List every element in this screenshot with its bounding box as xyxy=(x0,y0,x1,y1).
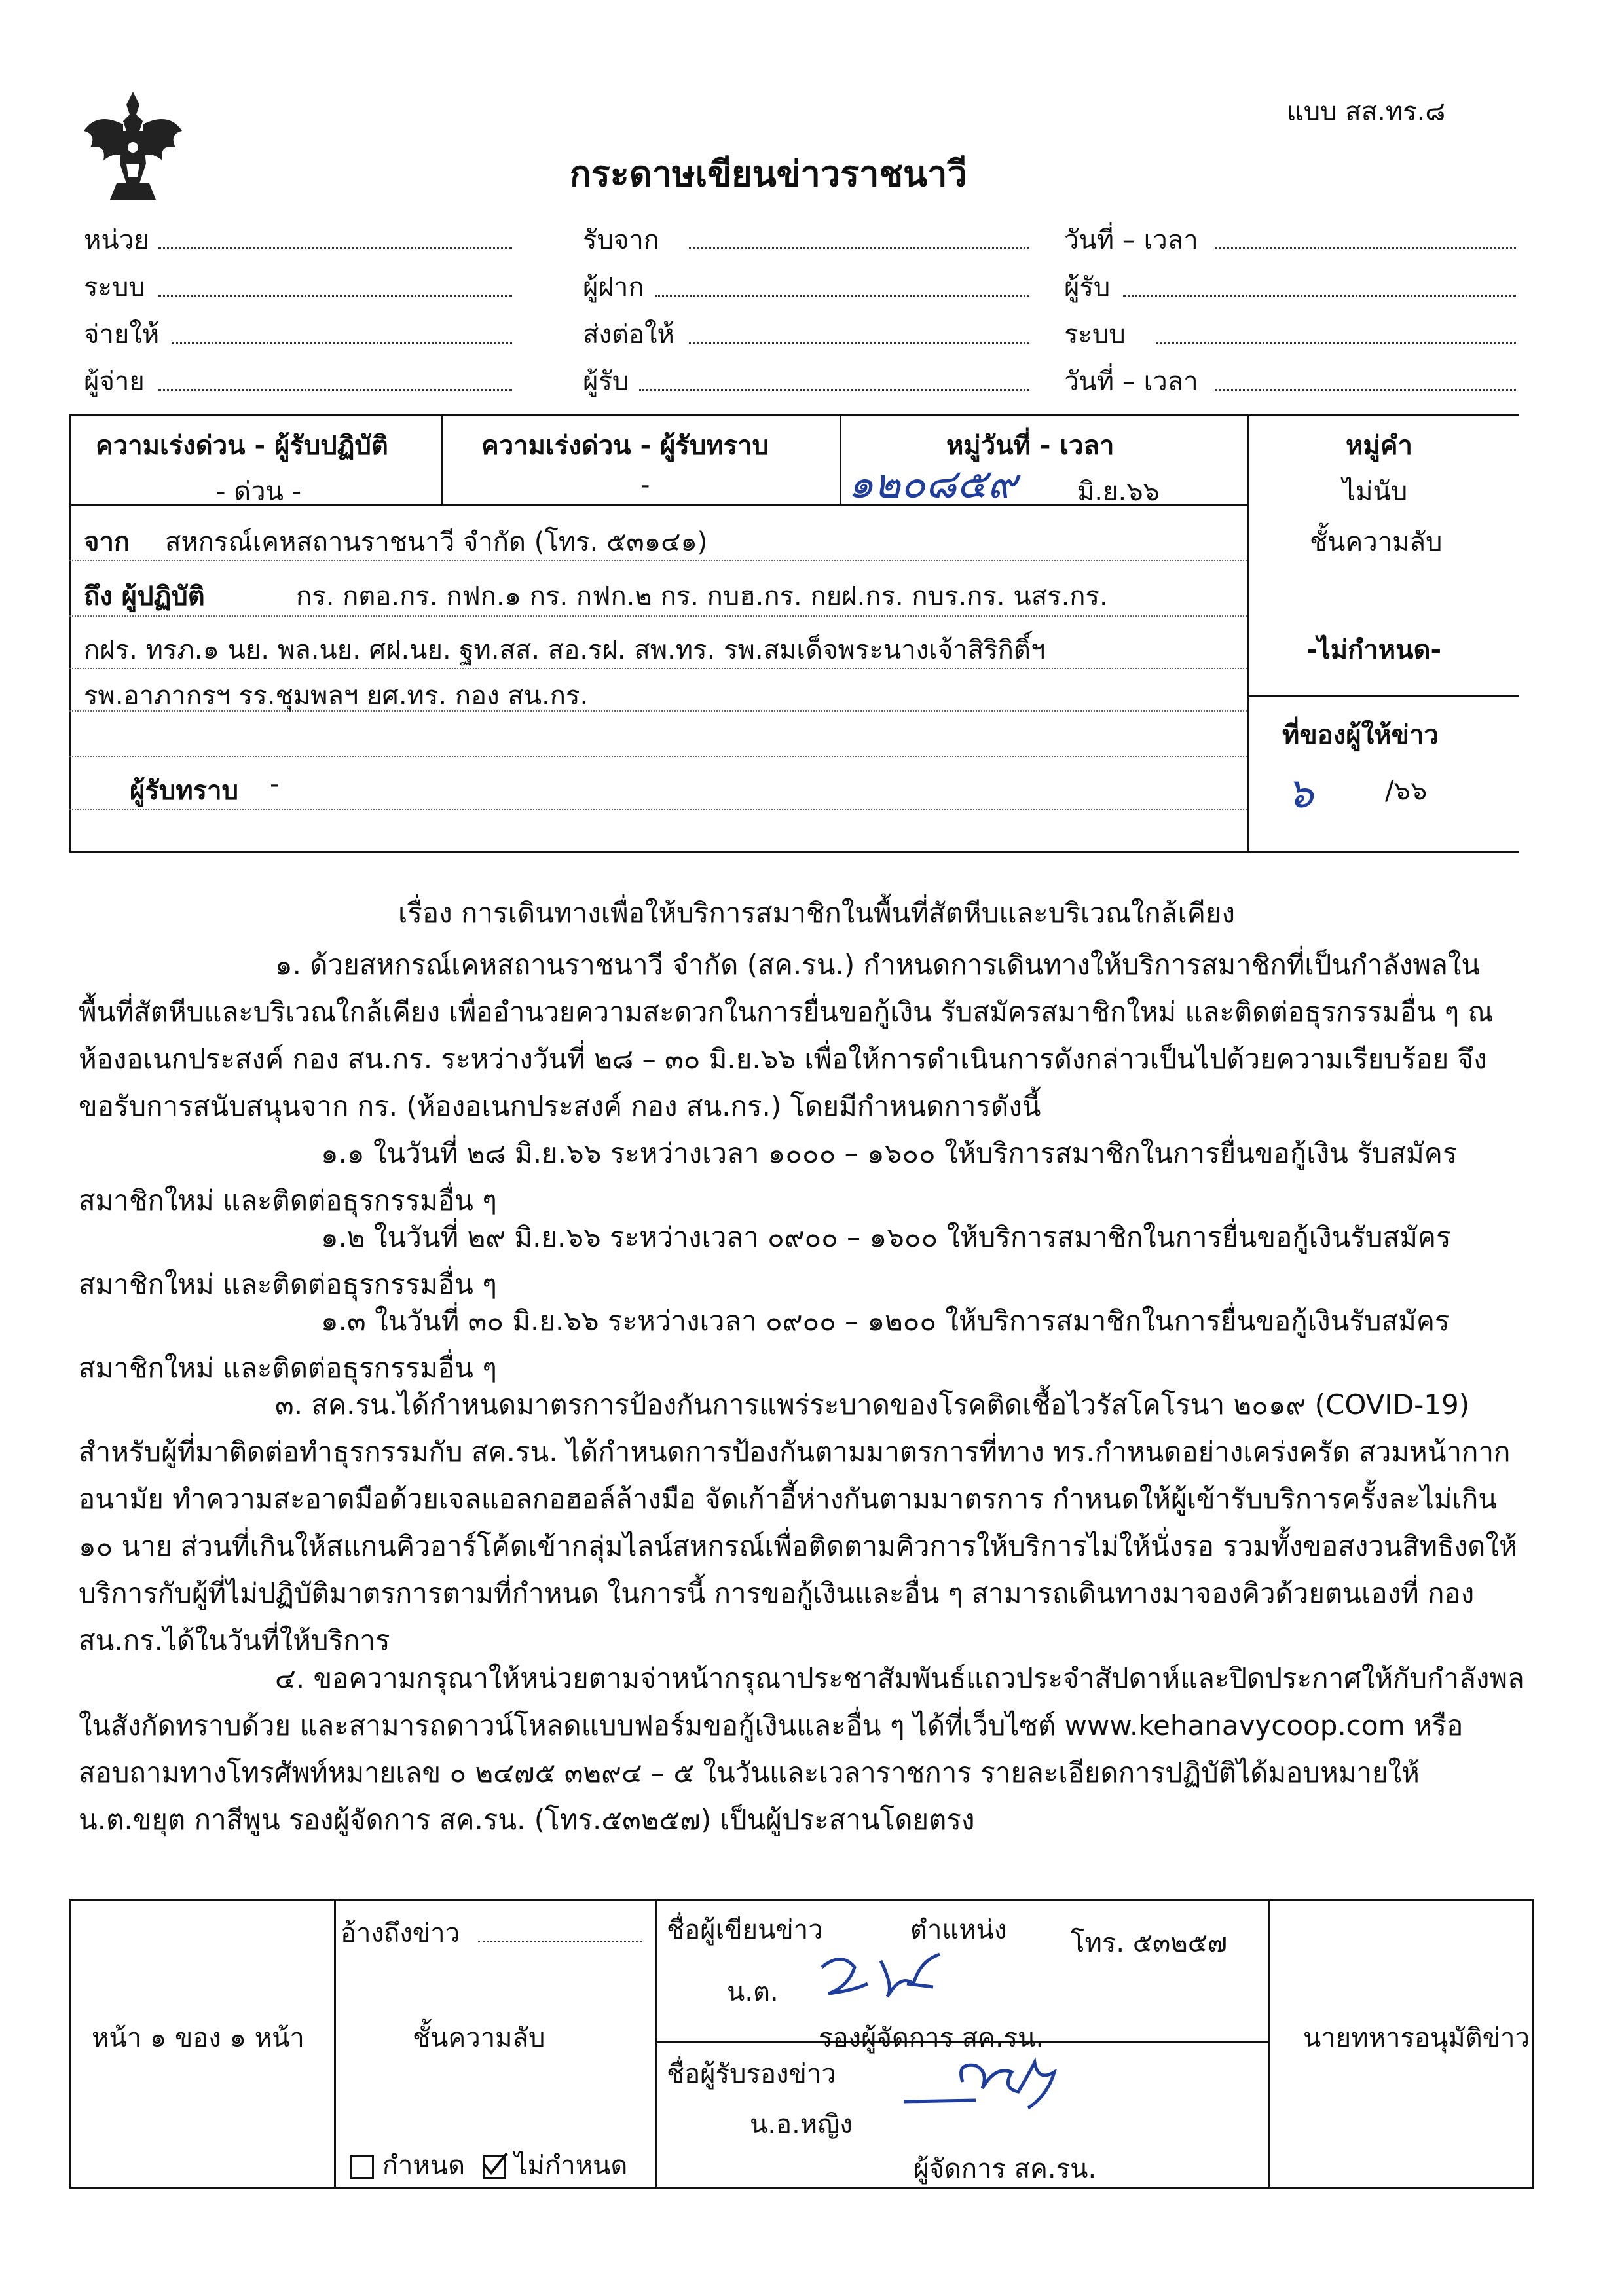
field-label: ส่งต่อให้ xyxy=(583,319,674,350)
field-label: จ่ายให้ xyxy=(84,319,160,350)
field-label: หน่วย xyxy=(84,225,149,255)
field-label: ระบบ xyxy=(84,272,145,302)
blank-line xyxy=(158,247,512,249)
page-info: หน้า ๑ ของ ๑ หน้า xyxy=(92,2023,304,2053)
group-value: ไม่นับ xyxy=(1342,477,1408,507)
writer-label: ชื่อผู้เขียนข่าว xyxy=(667,1915,823,1945)
blank-line xyxy=(1156,342,1516,344)
approver-label: นายทหารอนุมัติข่าว xyxy=(1303,2023,1530,2053)
group-label: หมู่คำ xyxy=(1346,431,1412,461)
page-title: กระดาษเขียนข่าวราชนาวี xyxy=(570,153,967,194)
paragraph-1-1: ๑.๑ ในวันที่ ๒๘ มิ.ย.๖๖ ระหว่างเวลา ๑๐๐๐ – ๑๖๐๐ ให้บริการสมาชิกในการยื่นขอกู้เงิน รับสมัครสมาชิกใหม่ และติดต่อธุรกรรมอื่น ๆ xyxy=(79,1137,1458,1216)
footer-classification-label: ชั้นความลับ xyxy=(413,2023,545,2053)
paragraph-1-2: ๑.๒ ในวันที่ ๒๙ มิ.ย.๖๖ ระหว่างเวลา ๐๙๐๐ – ๑๖๐๐ ให้บริการสมาชิกในการยื่นขอกู้เงินรับสมัครสมาชิกใหม่ และติดต่อธุรกรรมอื่น ๆ xyxy=(79,1221,1451,1300)
blank-line xyxy=(158,389,512,391)
classification-label: ชั้นความลับ xyxy=(1310,527,1443,557)
blank-line xyxy=(1215,389,1516,391)
field-label: วันที่ – เวลา xyxy=(1064,225,1198,255)
blank-line xyxy=(172,342,512,344)
subject: เรื่อง การเดินทางเพื่อให้บริการสมาชิกในพื้นที่สัตหีบและบริเวณใกล้เคียง xyxy=(398,897,1236,929)
certifier-signature xyxy=(897,2056,1080,2128)
paragraph-1-3: ๑.๓ ในวันที่ ๓๐ มิ.ย.๖๖ ระหว่างเวลา ๐๙๐๐ – ๑๒๐๐ ให้บริการสมาชิกในการยื่นขอกู้เงินรับสมัครสมาชิกใหม่ และติดต่อธุรกรรมอื่น ๆ xyxy=(79,1305,1450,1384)
blank-line xyxy=(478,1941,642,1942)
certifier-position: ผู้จัดการ สค.รน. xyxy=(913,2154,1097,2184)
urgency-action-label: ความเร่งด่วน - ผู้รับปฏิบัติ xyxy=(96,431,388,461)
field-label: รับจาก xyxy=(583,225,659,255)
writer-signature xyxy=(809,1948,966,2013)
field-label: ผู้รับ xyxy=(1064,272,1111,302)
undefined-option-label: ไม่กำหนด xyxy=(514,2151,628,2181)
blank-line xyxy=(689,247,1029,249)
dtg-handwritten: ๑๒๐๘๕๙ xyxy=(848,460,1018,507)
to-line-2: กฝร. ทรภ.๑ นย. พล.นย. ศฝ.นย. ฐท.สส. สอ.รฝ. สพ.ทร. รพ.สมเด็จพระนางเจ้าสิริกิติ์ฯ xyxy=(84,635,1046,665)
field-label: วันที่ – เวลา xyxy=(1064,367,1198,397)
writer-position: รองผู้จัดการ สค.รน. xyxy=(819,2023,1044,2053)
writer-rank: น.ต. xyxy=(727,1977,779,2007)
from-value: สหกรณ์เคหสถานราชนาวี จำกัด (โทร. ๕๓๑๔๑) xyxy=(165,527,708,557)
info-label: ผู้รับทราบ xyxy=(130,776,239,806)
urgency-info-label: ความเร่งด่วน - ผู้รับทราบ xyxy=(481,431,769,461)
dtg-label: หมู่วันที่ - เวลา xyxy=(946,431,1115,461)
blank-line xyxy=(639,389,1029,391)
paragraph-1: ๑. ด้วยสหกรณ์เคหสถานราชนาวี จำกัด (สค.รน.) กำหนดการเดินทางให้บริการสมาชิกที่เป็นกำลังพลในพื้นที่สัตหีบและบริเวณใกล้เคียง เพื่ออำนวยความสะดวกในการยื่นขอกู้เงิน รับสมัครสมาชิกใหม่ และติดต่อธุรกรรมอื่น ๆ ณ ห้องอเนกประสงค์ กอง สน.กร. ระหว่างวันที่ ๒๘ – ๓๐ มิ.ย.๖๖ เพื่อให้การดำเนินการดังกล่าวเป็นไปด้วยความเรียบร้อย จึงขอรับการสนับสนุนจาก กร. (ห้องอเนกประสงค์ กอง สน.กร.) โดยมีกำหนดการดังนี้ xyxy=(79,949,1494,1122)
blank-line xyxy=(1215,247,1516,249)
blank-line xyxy=(689,342,1029,344)
defined-option-label: กำหนด xyxy=(382,2151,466,2181)
ref-message-label: อ้างถึงข่าว xyxy=(341,1918,460,1948)
field-label: ผู้รับ xyxy=(583,367,629,397)
to-line-3: รพ.อาภากรฯ รร.ชุมพลฯ ยศ.ทร. กอง สน.กร. xyxy=(84,681,589,711)
undefined-checkbox[interactable] xyxy=(483,2155,506,2179)
certifier-rank: น.อ.หญิง xyxy=(750,2109,853,2140)
ref-label: ที่ของผู้ให้ข่าว xyxy=(1282,720,1439,750)
form-code: แบบ สส.ทร.๘ xyxy=(1287,97,1446,127)
dtg-month: มิ.ย.๖๖ xyxy=(1077,477,1160,507)
from-label: จาก xyxy=(84,527,130,557)
blank-line xyxy=(158,295,512,297)
defined-checkbox[interactable] xyxy=(350,2155,374,2179)
blank-line xyxy=(655,295,1029,297)
ref-suffix: /๖๖ xyxy=(1385,776,1428,806)
urgency-action-value: - ด่วน - xyxy=(216,477,302,507)
writer-phone: โทร. ๕๓๒๕๗ xyxy=(1071,1928,1228,1958)
certifier-label: ชื่อผู้รับรองข่าว xyxy=(667,2059,836,2089)
paragraph-4: ๔. ขอความกรุณาให้หน่วยตามจ่าหน้ากรุณาประชาสัมพันธ์แถวประจำสัปดาห์และปิดประกาศให้กับกำลังพลในสังกัดทราบด้วย และสามารถดาวน์โหลดแบบฟอร์มขอกู้เงินและอื่น ๆ ได้ที่เว็บไซต์ www.kehanavycoop.com หรือสอบถามทางโทรศัพท์หมายเลข ๐ ๒๔๗๕ ๓๒๙๔ – ๕ ในวันและเวลาราชการ รายละเอียดการปฏิบัติได้มอบหมายให้ น.ต.ขยุต กาสีพูน รองผู้จัดการ สค.รน. (โทร.๕๓๒๕๗) เป็นผู้ประสานโดยตรง xyxy=(79,1662,1524,1836)
field-label: ระบบ xyxy=(1064,319,1126,350)
blank-line xyxy=(1123,295,1516,297)
position-label: ตำแหน่ง xyxy=(910,1915,1007,1945)
info-value: - xyxy=(270,769,280,799)
urgency-info-value: - xyxy=(640,470,650,500)
ref-handwritten: ๖ xyxy=(1287,769,1314,818)
garuda-emblem xyxy=(77,85,189,210)
to-label: ถึง ผู้ปฏิบัติ xyxy=(84,581,205,611)
paragraph-3: ๓. สค.รน.ได้กำหนดมาตรการป้องกันการแพร่ระบาดของโรคติดเชื้อไวรัสโคโรนา ๒๐๑๙ (COVID-19) สำหรับผู้ที่มาติดต่อทำธุรกรรมกับ สค.รน. ได้กำหนดการป้องกันตามมาตรการที่ทาง ทร.กำหนดอย่างเคร่งครัด สวมหน้ากากอนามัย ทำความสะอาดมือด้วยเจลแอลกอฮอล์ล้างมือ จัดเก้าอี้ห่างกันตามมาตรการ กำหนดให้ผู้เข้ารับบริการครั้งละไม่เกิน ๑๐ นาย ส่วนที่เกินให้สแกนคิวอาร์โค้ดเข้ากลุ่มไลน์สหกรณ์เพื่อติดตามคิวการให้บริการไม่ให้นั่งรอ รวมทั้งขอสงวนสิทธิงดให้บริการกับผู้ที่ไม่ปฏิบัติมาตรการตามที่กำหนด ในการนี้ การขอกู้เงินและอื่น ๆ สามารถเดินทางมาจองคิวด้วยตนเองที่ กอง สน.กร.ได้ในวันที่ให้บริการ xyxy=(79,1389,1517,1656)
field-label: ผู้ฝาก xyxy=(583,272,644,302)
classification-value: -ไม่กำหนด- xyxy=(1306,635,1442,665)
to-line-1: กร. กตอ.กร. กฟก.๑ กร. กฟก.๒ กร. กบฮ.กร. กยฝ.กร. กบร.กร. นสร.กร. xyxy=(296,581,1108,611)
classification-options xyxy=(350,2144,627,2186)
field-label: ผู้จ่าย xyxy=(84,367,145,397)
